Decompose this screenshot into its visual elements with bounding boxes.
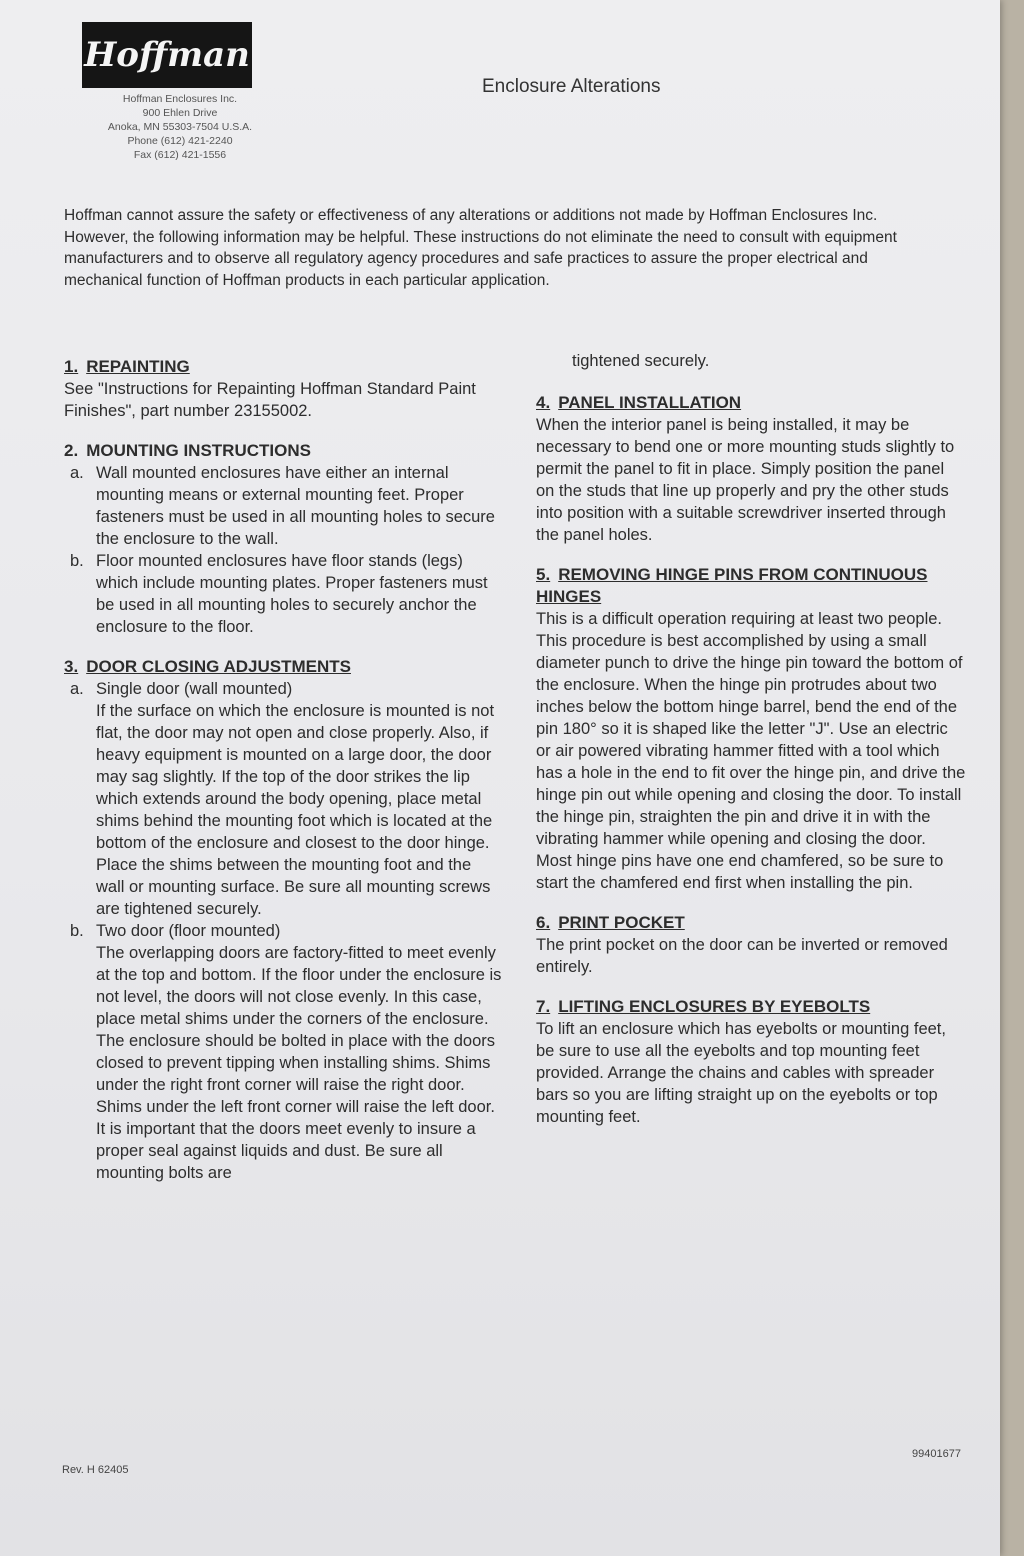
item-title: Single door (wall mounted) bbox=[96, 680, 293, 698]
list-item bbox=[64, 920, 504, 1184]
section-title: PRINT POCKET bbox=[558, 913, 685, 932]
section-heading bbox=[64, 656, 504, 678]
item-text: If the surface on which the enclosure is mounted is not flat, the door may not open and close properly. Also, if heavy equipment is mounted on a large door, the door may sag slightly. If the top of the door strikes the lip which extends around the body opening, place metal shims behind the mounting foot which is located at the bottom of the enclosure and closest to the door hinge. Place the shims between the mounting foot and the wall or mounting surface. Be sure all mounting screws are tightened securely. bbox=[96, 702, 495, 918]
section-heading bbox=[536, 996, 966, 1018]
item-label: b. bbox=[70, 922, 84, 940]
section-number: 4. bbox=[536, 393, 551, 412]
section-title: MOUNTING INSTRUCTIONS bbox=[86, 441, 311, 460]
section-repainting bbox=[64, 356, 504, 422]
intro-paragraph: Hoffman cannot assure the safety or effectiveness of any alterations or additions not made by Hoffman Enclosures Inc. However, the following information may be helpful. These instructions do not eliminate the need to consult with equipment manufacturers and to observe all regulatory agency procedures and safe practices to assure the proper electrical and mechanical function of Hoffman products in each particular application. bbox=[64, 207, 897, 289]
right-column bbox=[536, 350, 966, 1146]
item-label: a. bbox=[70, 680, 84, 698]
section-mounting-instructions bbox=[64, 440, 504, 638]
address-line: Anoka, MN 55303-7504 U.S.A. bbox=[107, 121, 253, 133]
section-body: When the interior panel is being installed, it may be necessary to bend one or more mounting studs slightly to permit the panel to fit in place. Simply position the panel on the studs that line up properly and pry the other studs into position with a suitable screwdriver inserted through the panel holes. bbox=[536, 416, 955, 544]
item-content bbox=[96, 678, 504, 920]
address-line: Hoffman Enclosures Inc. bbox=[122, 93, 238, 105]
section-title: PANEL INSTALLATION bbox=[558, 393, 742, 412]
section-door-closing-adjustments bbox=[64, 656, 504, 1184]
continued-text: tightened securely. bbox=[572, 352, 710, 370]
section-body: To lift an enclosure which has eyebolts or mounting feet, be sure to use all the eyebolts and top mounting feet provided. Arrange the chains and cables with spreader bars so you are lifting straight up on the eyebolts or top mounting feet. bbox=[536, 1020, 946, 1126]
section-print-pocket bbox=[536, 912, 966, 978]
section-number: 2. bbox=[64, 441, 79, 460]
section-heading bbox=[64, 356, 504, 378]
section-body: This is a difficult operation requiring at least two people. This procedure is best accomplished by using a small diameter punch to drive the hinge pin toward the bottom of the enclosure. When the hinge pin protrudes about two inches below the bottom hinge barrel, bend the end of the pin 180° so it is shaped like the letter "J". Use an electric or air powered vibrating hammer fitted with a tool which has a hole in the end to fit over the hinge pin, and drive the hinge pin out while opening and closing the door. To install the hinge pin, straighten the pin and drive it in with the vibrating hammer while opening and closing the door. Most hinge pins have one end chamfered, so be sure to start the chamfered end first when installing the pin. bbox=[536, 610, 966, 892]
left-column bbox=[64, 356, 504, 1202]
item-text: Wall mounted enclosures have either an internal mounting means or external mounting feet. Proper fasteners must be used in all mounting holes to secure the enclosure to the wall. bbox=[96, 464, 495, 548]
section-title: REPAINTING bbox=[86, 357, 190, 376]
item-text: Floor mounted enclosures have floor stands (legs) which include mounting plates. Proper fasteners must be used in all mounting holes to securely anchor the enclosure to the floor. bbox=[96, 552, 488, 636]
address-line: 900 Ehlen Drive bbox=[142, 107, 218, 119]
section-title: REMOVING HINGE PINS FROM CONTINUOUS HINGES bbox=[536, 565, 928, 606]
section-number: 7. bbox=[536, 997, 551, 1016]
section-title: DOOR CLOSING ADJUSTMENTS bbox=[86, 657, 351, 676]
logo-text: Hoffman bbox=[84, 35, 250, 75]
item-title: Two door (floor mounted) bbox=[96, 922, 281, 940]
hoffman-logo bbox=[82, 22, 252, 88]
list-item bbox=[64, 678, 504, 920]
list-item bbox=[64, 550, 504, 638]
company-address bbox=[60, 92, 300, 162]
section-body: See "Instructions for Repainting Hoffman Standard Paint Finishes", part number 23155002. bbox=[64, 380, 476, 420]
item-label: b. bbox=[70, 552, 84, 570]
item-content bbox=[96, 920, 504, 1184]
section-heading bbox=[536, 392, 966, 414]
section-heading bbox=[536, 564, 966, 608]
section-number: 6. bbox=[536, 913, 551, 932]
item-text: The overlapping doors are factory-fitted to meet evenly at the top and bottom. If the floor under the enclosure is not level, the doors will not close evenly. In this case, place metal shims under the corners of the enclosure. The enclosure should be bolted in place with the doors closed to prevent tipping when installing shims. Shims under the right front corner will raise the right door. Shims under the left front corner will raise the left door. It is important that the doors meet evenly to insure a proper seal against liquids and dust. Be sure all mounting bolts are bbox=[96, 944, 502, 1182]
revision-label: Rev. H 62405 bbox=[62, 1464, 129, 1476]
section-number: 3. bbox=[64, 657, 79, 676]
document-title: Enclosure Alterations bbox=[482, 76, 661, 97]
address-line: Phone (612) 421-2240 bbox=[127, 135, 233, 147]
section-title: LIFTING ENCLOSURES BY EYEBOLTS bbox=[558, 997, 871, 1016]
list-item bbox=[64, 462, 504, 550]
section-panel-installation bbox=[536, 392, 966, 546]
part-number: 99401677 bbox=[912, 1448, 961, 1460]
section-removing-hinge-pins bbox=[536, 564, 966, 894]
section-lifting-enclosures bbox=[536, 996, 966, 1128]
address-line: Fax (612) 421-1556 bbox=[133, 149, 227, 161]
section-number: 1. bbox=[64, 357, 79, 376]
section-heading bbox=[64, 440, 504, 462]
section-heading bbox=[536, 912, 966, 934]
section-number: 5. bbox=[536, 565, 551, 584]
item-label: a. bbox=[70, 464, 84, 482]
section-body: The print pocket on the door can be inverted or removed entirely. bbox=[536, 936, 948, 976]
